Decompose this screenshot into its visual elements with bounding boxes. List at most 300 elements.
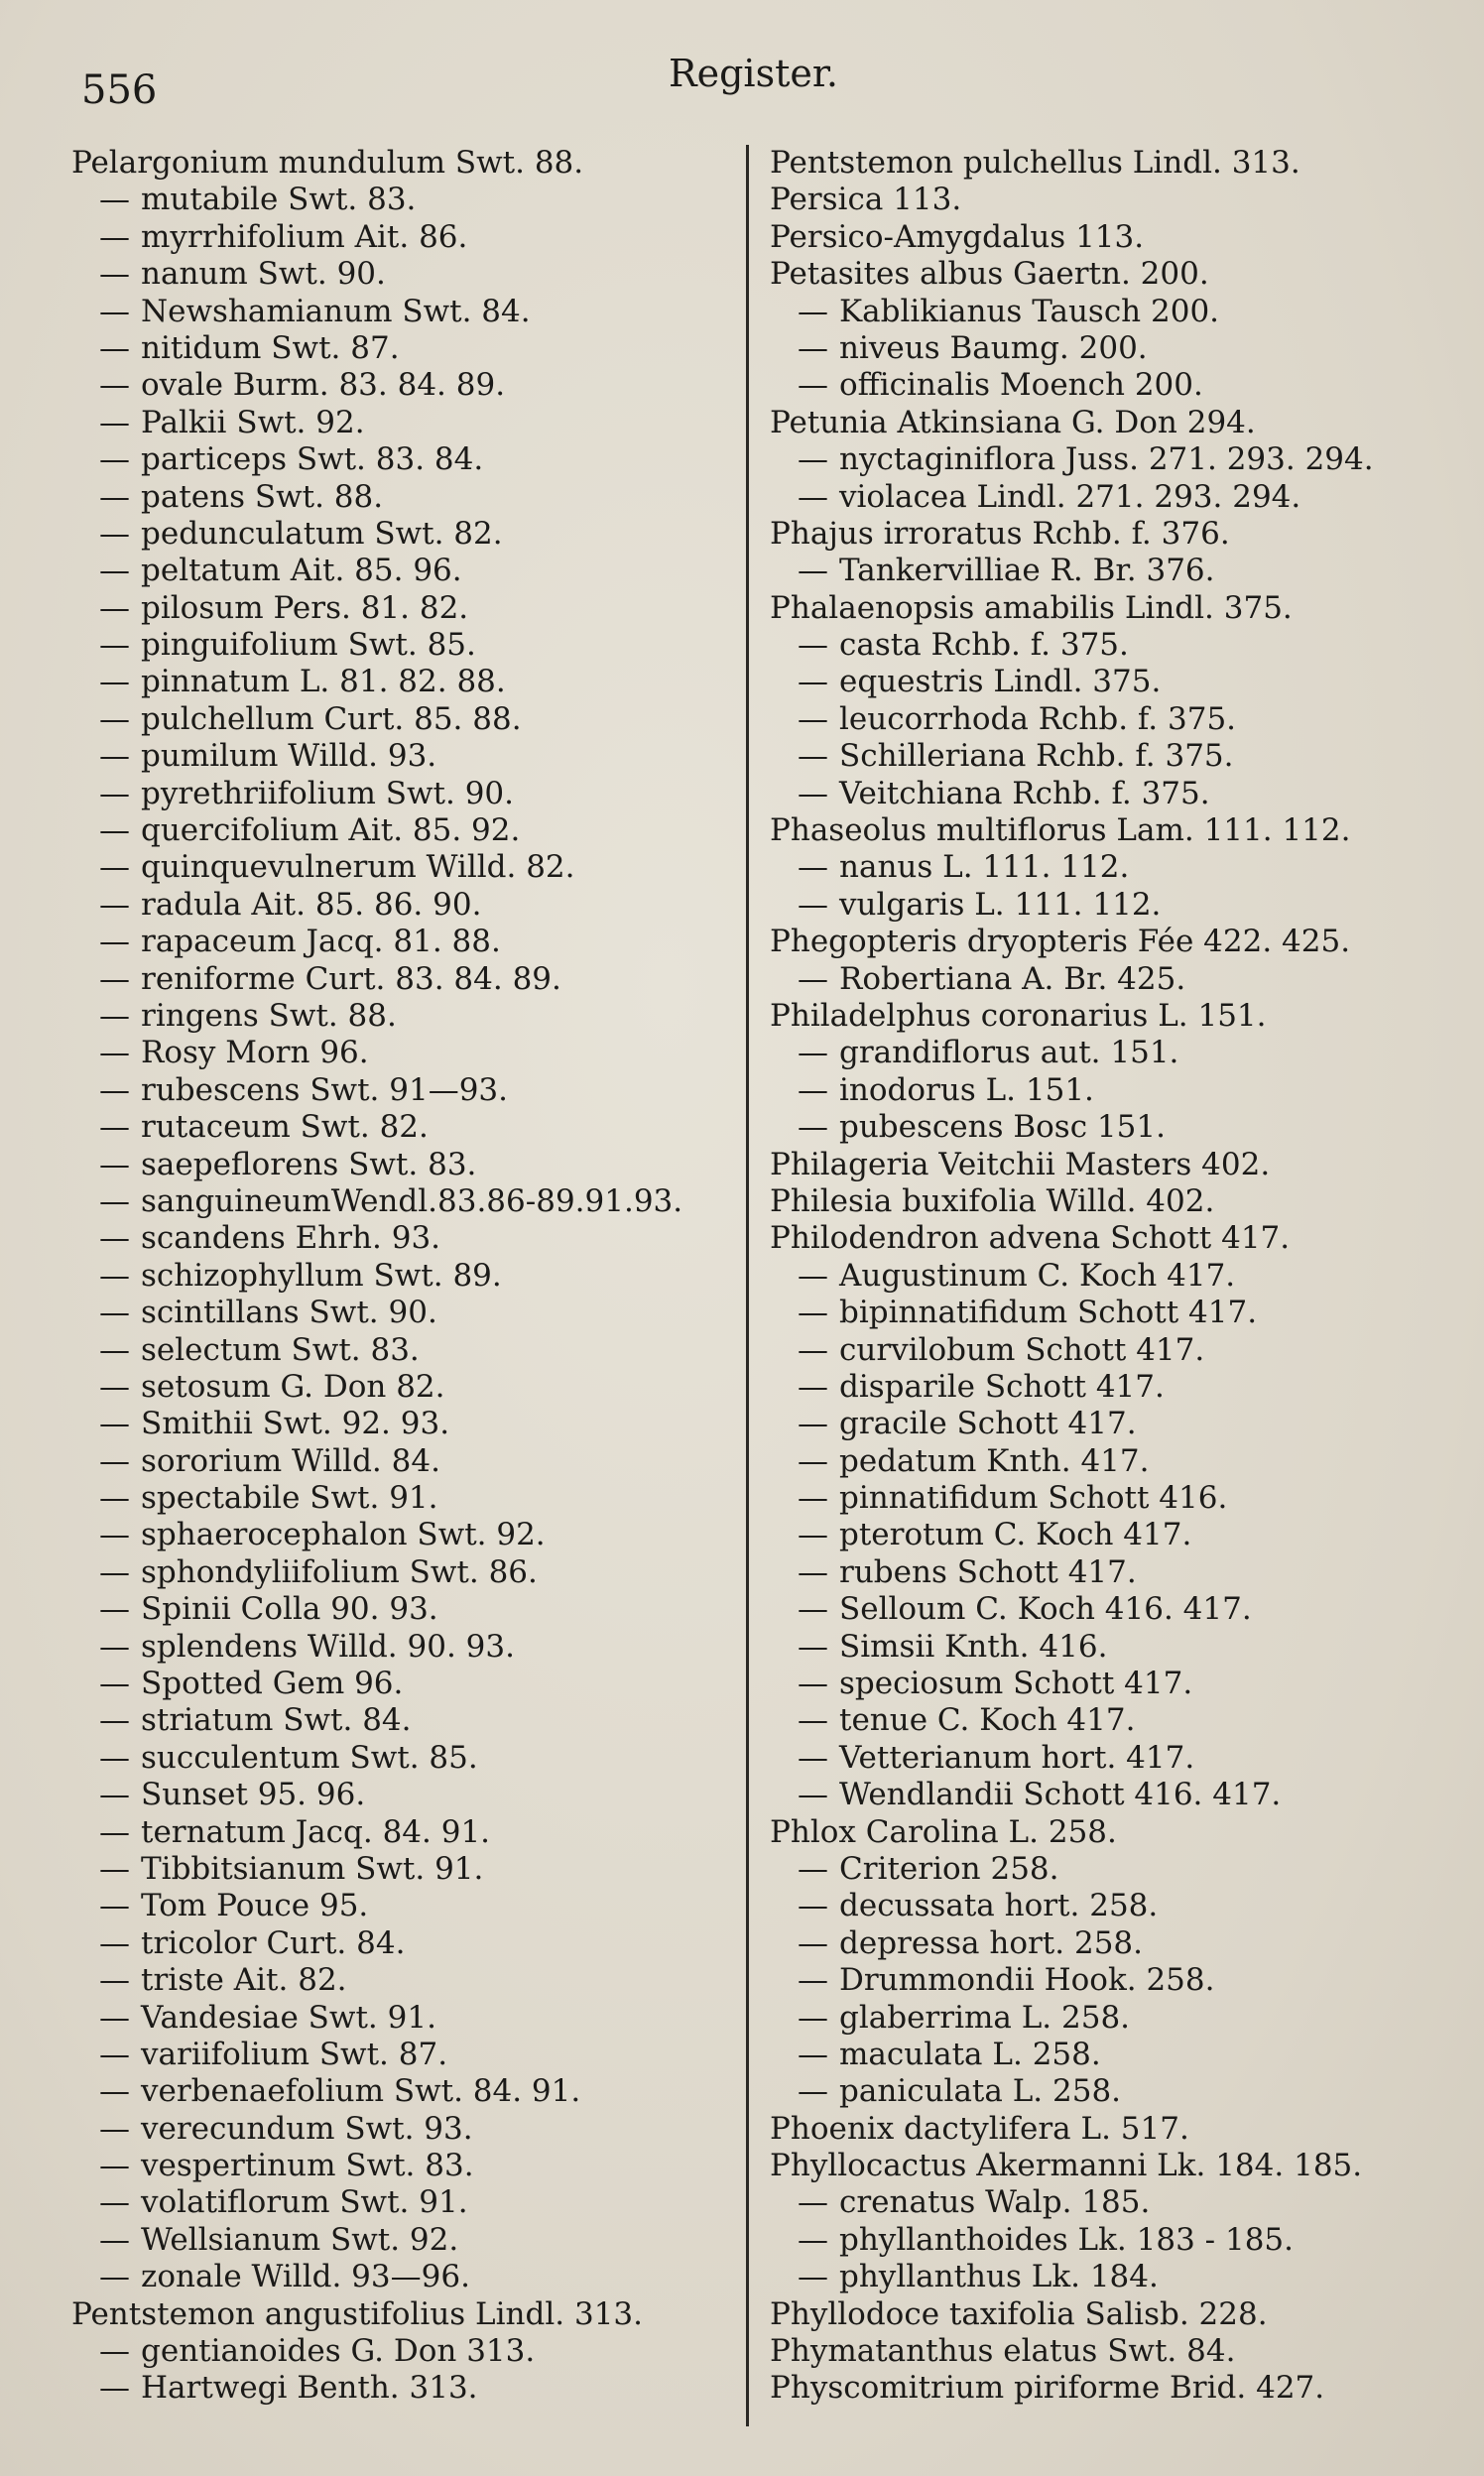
index-entry xyxy=(71,1777,746,1813)
entry-dash: — xyxy=(798,1553,828,1590)
entry-text: ringens Swt. 88. xyxy=(141,997,397,1034)
index-entry xyxy=(71,1147,746,1183)
entry-text: nitidum Swt. 87. xyxy=(141,329,400,366)
entry-text: schizophyllum Swt. 89. xyxy=(141,1257,502,1294)
index-entry xyxy=(71,998,746,1035)
entry-text: pinnatifidum Schott 416. xyxy=(839,1480,1228,1517)
entry-dash: — xyxy=(798,700,828,737)
entry-text: Phlox Carolina L. 258. xyxy=(770,1813,1117,1850)
entry-dash: — xyxy=(798,293,828,329)
entry-dash: — xyxy=(798,2221,828,2258)
entry-dash: — xyxy=(798,2259,828,2295)
entry-dash: — xyxy=(99,515,130,552)
entry-text: scandens Ehrh. 93. xyxy=(141,1220,441,1257)
index-entry xyxy=(71,1295,746,1331)
entry-dash: — xyxy=(99,1813,130,1850)
entry-dash: — xyxy=(798,1406,828,1442)
entry-text: sphaerocephalon Swt. 92. xyxy=(141,1517,546,1553)
entry-text: splendens Willd. 90. 93. xyxy=(141,1628,515,1665)
entry-dash: — xyxy=(99,700,130,737)
entry-dash: — xyxy=(99,2110,130,2147)
index-column-left xyxy=(71,145,746,2408)
entry-dash: — xyxy=(798,1295,828,1331)
index-entry xyxy=(770,2000,1444,2037)
entry-dash: — xyxy=(798,441,828,478)
index-entry xyxy=(770,256,1444,293)
index-entry xyxy=(770,1072,1444,1109)
index-entry xyxy=(71,627,746,664)
entry-text: triste Ait. 82. xyxy=(141,1962,347,1999)
entry-text: Simsii Knth. 416. xyxy=(839,1628,1108,1665)
entry-text: Rosy Morn 96. xyxy=(141,1035,369,1071)
entry-dash: — xyxy=(99,441,130,478)
index-entry xyxy=(71,2073,746,2110)
entry-text: spectabile Swt. 91. xyxy=(141,1480,438,1517)
entry-dash: — xyxy=(99,1406,130,1442)
entry-text: bipinnatifidum Schott 417. xyxy=(839,1295,1258,1331)
entry-dash: — xyxy=(798,1924,828,1961)
index-entry xyxy=(770,1369,1444,1406)
entry-text: Phyllocactus Akermanni Lk. 184. 185. xyxy=(770,2148,1363,2184)
entry-text: crenatus Walp. 185. xyxy=(839,2184,1151,2221)
entry-dash: — xyxy=(798,1442,828,1479)
entry-text: Schilleriana Rchb. f. 375. xyxy=(839,738,1234,775)
entry-dash: — xyxy=(798,1850,828,1887)
entry-text: pinguifolium Swt. 85. xyxy=(141,627,476,664)
index-entry xyxy=(71,1109,746,1146)
entry-dash: — xyxy=(99,924,130,960)
entry-dash: — xyxy=(798,1777,828,1813)
entry-text: Criterion 258. xyxy=(839,1850,1059,1887)
page-number: 556 xyxy=(81,67,158,113)
index-entry xyxy=(770,2111,1444,2148)
index-entry xyxy=(770,1147,1444,1183)
entry-text: Drummondii Hook. 258. xyxy=(839,1962,1215,1999)
index-entry xyxy=(770,1406,1444,1442)
index-entry xyxy=(71,812,746,849)
entry-text: peltatum Ait. 85. 96. xyxy=(141,553,462,589)
index-entry xyxy=(770,2037,1444,2073)
entry-dash: — xyxy=(99,1666,130,1702)
entry-text: myrrhifolium Ait. 86. xyxy=(141,218,468,255)
entry-text: phyllanthoides Lk. 183 - 185. xyxy=(839,2221,1295,2258)
entry-text: Persico-Amygdalus 113. xyxy=(770,218,1145,255)
entry-dash: — xyxy=(99,404,130,440)
entry-text: sphondyliifolium Swt. 86. xyxy=(141,1553,538,1590)
entry-dash: — xyxy=(99,886,130,923)
entry-dash: — xyxy=(99,2036,130,2072)
entry-text: nyctaginiflora Juss. 271. 293. 294. xyxy=(839,441,1374,478)
entry-dash: — xyxy=(99,1517,130,1553)
entry-text: Augustinum C. Koch 417. xyxy=(839,1257,1236,1294)
entry-text: Philageria Veitchii Masters 402. xyxy=(770,1146,1271,1182)
index-entry xyxy=(71,776,746,812)
index-entry xyxy=(770,1109,1444,1146)
index-entry xyxy=(71,1183,746,1220)
entry-text: Palkii Swt. 92. xyxy=(141,404,365,440)
index-entry xyxy=(770,1554,1444,1591)
index-entry xyxy=(770,1035,1444,1071)
entry-text: gentianoides G. Don 313. xyxy=(141,2333,536,2370)
entry-dash: — xyxy=(99,218,130,255)
entry-text: gracile Schott 417. xyxy=(839,1406,1137,1442)
index-entry xyxy=(770,405,1444,441)
index-entry xyxy=(770,701,1444,738)
index-entry xyxy=(71,479,746,516)
entry-text: decussata hort. 258. xyxy=(839,1888,1159,1924)
entry-dash: — xyxy=(99,2073,130,2110)
entry-text: Pentstemon angustifolius Lindl. 313. xyxy=(71,2295,644,2332)
entry-dash: — xyxy=(99,1924,130,1961)
entry-dash: — xyxy=(798,849,828,886)
index-entry xyxy=(770,2370,1444,2407)
entry-text: ovale Burm. 83. 84. 89. xyxy=(141,367,506,404)
index-entry xyxy=(770,1220,1444,1257)
entry-dash: — xyxy=(99,1035,130,1071)
index-entry xyxy=(770,516,1444,553)
entry-text: glaberrima L. 258. xyxy=(839,1999,1131,2036)
entry-text: Wellsianum Swt. 92. xyxy=(141,2221,459,2258)
index-entry xyxy=(71,1480,746,1517)
entry-text: Petunia Atkinsiana G. Don 294. xyxy=(770,404,1256,440)
index-entry xyxy=(770,1702,1444,1739)
index-entry xyxy=(770,887,1444,924)
entry-text: Spinii Colla 90. 93. xyxy=(141,1591,438,1628)
entry-dash: — xyxy=(99,1777,130,1813)
entry-dash: — xyxy=(99,812,130,849)
index-entry xyxy=(770,219,1444,256)
entry-dash: — xyxy=(99,2221,130,2258)
index-entry xyxy=(71,1740,746,1777)
entry-dash: — xyxy=(798,2073,828,2110)
entry-dash: — xyxy=(99,329,130,366)
entry-dash: — xyxy=(99,2184,130,2221)
entry-text: Phymatanthus elatus Swt. 84. xyxy=(770,2333,1236,2370)
index-entry xyxy=(71,1851,746,1888)
entry-text: verecundum Swt. 93. xyxy=(141,2110,473,2147)
entry-text: phyllanthus Lk. 184. xyxy=(839,2259,1159,2295)
index-column-right xyxy=(770,145,1444,2408)
entry-dash: — xyxy=(99,1295,130,1331)
index-entry xyxy=(71,887,746,924)
index-entry xyxy=(71,1666,746,1702)
entry-text: Sunset 95. 96. xyxy=(141,1777,366,1813)
entry-text: inodorus L. 151. xyxy=(839,1071,1094,1108)
entry-text: disparile Schott 417. xyxy=(839,1368,1165,1405)
entry-dash: — xyxy=(798,1739,828,1776)
index-entry xyxy=(71,1443,746,1480)
entry-dash: — xyxy=(798,1591,828,1628)
index-entry xyxy=(770,738,1444,775)
entry-dash: — xyxy=(99,1888,130,1924)
entry-text: vespertinum Swt. 83. xyxy=(141,2148,474,2184)
entry-dash: — xyxy=(99,1591,130,1628)
entry-dash: — xyxy=(99,1182,130,1219)
running-head: Register. xyxy=(669,52,838,95)
entry-dash: — xyxy=(99,1109,130,1146)
entry-dash: — xyxy=(798,1035,828,1071)
entry-text: pulchellum Curt. 85. 88. xyxy=(141,700,522,737)
index-entry xyxy=(770,2296,1444,2333)
entry-text: pedatum Knth. 417. xyxy=(839,1442,1150,1479)
index-entry xyxy=(770,367,1444,404)
entry-text: rubens Schott 417. xyxy=(839,1553,1137,1590)
index-entry xyxy=(71,441,746,478)
index-entry xyxy=(71,1406,746,1442)
entry-dash: — xyxy=(798,367,828,404)
index-entry xyxy=(770,961,1444,998)
entry-text: Veitchiana Rchb. f. 375. xyxy=(839,775,1210,811)
entry-dash: — xyxy=(798,1368,828,1405)
entry-text: Vandesiae Swt. 91. xyxy=(141,1999,436,2036)
entry-text: sanguineumWendl.83.86-89.91.93. xyxy=(141,1182,683,1219)
index-entry xyxy=(770,1332,1444,1369)
entry-dash: — xyxy=(798,1962,828,1999)
index-entry xyxy=(71,2222,746,2259)
index-entry xyxy=(770,924,1444,960)
entry-dash: — xyxy=(798,664,828,700)
entry-dash: — xyxy=(99,2370,130,2407)
entry-text: mutabile Swt. 83. xyxy=(141,182,417,218)
entry-dash: — xyxy=(99,664,130,700)
entry-dash: — xyxy=(798,478,828,515)
entry-text: zonale Willd. 93—96. xyxy=(141,2259,470,2295)
entry-dash: — xyxy=(99,589,130,626)
index-entry xyxy=(770,812,1444,849)
index-entry xyxy=(71,330,746,367)
entry-dash: — xyxy=(99,2259,130,2295)
index-entry xyxy=(71,2111,746,2148)
index-entry xyxy=(770,776,1444,812)
entry-text: saepeflorens Swt. 83. xyxy=(141,1146,477,1182)
entry-dash: — xyxy=(99,1220,130,1257)
entry-text: Selloum C. Koch 416. 417. xyxy=(839,1591,1252,1628)
entry-text: officinalis Moench 200. xyxy=(839,367,1203,404)
entry-dash: — xyxy=(99,1702,130,1739)
entry-text: Phalaenopsis amabilis Lindl. 375. xyxy=(770,589,1293,626)
entry-text: Wendlandii Schott 416. 417. xyxy=(839,1777,1282,1813)
index-entry xyxy=(71,553,746,589)
index-entry xyxy=(770,479,1444,516)
index-entry xyxy=(71,701,746,738)
entry-text: Pelargonium mundulum Swt. 88. xyxy=(71,145,584,181)
entry-dash: — xyxy=(798,1999,828,2036)
entry-dash: — xyxy=(99,775,130,811)
entry-text: Hartwegi Benth. 313. xyxy=(141,2370,478,2407)
entry-dash: — xyxy=(99,1999,130,2036)
entry-dash: — xyxy=(798,1480,828,1517)
entry-dash: — xyxy=(99,1368,130,1405)
entry-dash: — xyxy=(798,2036,828,2072)
index-entry xyxy=(770,1517,1444,1553)
entry-dash: — xyxy=(798,960,828,997)
entry-text: grandiflorus aut. 151. xyxy=(839,1035,1179,1071)
entry-text: pilosum Pers. 81. 82. xyxy=(141,589,469,626)
entry-text: Spotted Gem 96. xyxy=(141,1666,404,1702)
index-entry xyxy=(770,998,1444,1035)
index-entry xyxy=(71,2333,746,2370)
entry-text: curvilobum Schott 417. xyxy=(839,1331,1205,1368)
entry-dash: — xyxy=(99,627,130,664)
index-entry xyxy=(71,2000,746,2037)
entry-text: Physcomitrium piriforme Brid. 427. xyxy=(770,2370,1325,2407)
entry-dash: — xyxy=(99,960,130,997)
index-entry xyxy=(71,1220,746,1257)
entry-text: depressa hort. 258. xyxy=(839,1924,1143,1961)
entry-dash: — xyxy=(99,849,130,886)
entry-text: sororium Willd. 84. xyxy=(141,1442,440,1479)
entry-dash: — xyxy=(99,1442,130,1479)
index-entry xyxy=(770,1295,1444,1331)
entry-dash: — xyxy=(99,2333,130,2370)
entry-text: Kablikianus Tausch 200. xyxy=(839,293,1220,329)
entry-text: ternatum Jacq. 84. 91. xyxy=(141,1813,491,1850)
index-entry xyxy=(770,1814,1444,1851)
entry-dash: — xyxy=(798,1071,828,1108)
index-entry xyxy=(770,664,1444,700)
entry-text: Philadelphus coronarius L. 151. xyxy=(770,997,1267,1034)
entry-text: Robertiana A. Br. 425. xyxy=(839,960,1186,997)
entry-dash: — xyxy=(798,738,828,775)
entry-text: Philesia buxifolia Willd. 402. xyxy=(770,1182,1215,1219)
entry-text: nanum Swt. 90. xyxy=(141,256,386,293)
index-entry xyxy=(770,1925,1444,1962)
entry-dash: — xyxy=(99,2148,130,2184)
entry-text: striatum Swt. 84. xyxy=(141,1702,412,1739)
index-entry xyxy=(71,256,746,293)
entry-dash: — xyxy=(99,367,130,404)
entry-text: nanus L. 111. 112. xyxy=(839,849,1130,886)
entry-dash: — xyxy=(798,775,828,811)
entry-dash: — xyxy=(99,997,130,1034)
index-entry xyxy=(770,2184,1444,2221)
entry-text: Petasites albus Gaertn. 200. xyxy=(770,256,1209,293)
entry-text: succulentum Swt. 85. xyxy=(141,1739,478,1776)
index-entry xyxy=(770,1851,1444,1888)
index-entry xyxy=(770,2333,1444,2370)
entry-text: rutaceum Swt. 82. xyxy=(141,1109,429,1146)
entry-text: volatiflorum Swt. 91. xyxy=(141,2184,468,2221)
entry-text: maculata L. 258. xyxy=(839,2036,1101,2072)
entry-text: Phegopteris dryopteris Fée 422. 425. xyxy=(770,924,1351,960)
index-entry xyxy=(71,1369,746,1406)
entry-dash: — xyxy=(798,1628,828,1665)
entry-text: pumilum Willd. 93. xyxy=(141,738,437,775)
index-entry xyxy=(770,553,1444,589)
entry-dash: — xyxy=(99,1850,130,1887)
entry-text: reniforme Curt. 83. 84. 89. xyxy=(141,960,561,997)
entry-text: scintillans Swt. 90. xyxy=(141,1295,437,1331)
entry-text: pyrethriifolium Swt. 90. xyxy=(141,775,515,811)
entry-text: pinnatum L. 81. 82. 88. xyxy=(141,664,506,700)
entry-dash: — xyxy=(99,553,130,589)
entry-text: Phyllodoce taxifolia Salisb. 228. xyxy=(770,2295,1268,2332)
entry-text: leucorrhoda Rchb. f. 375. xyxy=(839,700,1237,737)
index-entry xyxy=(770,441,1444,478)
index-entry xyxy=(770,294,1444,330)
entry-dash: — xyxy=(99,293,130,329)
index-entry xyxy=(770,1777,1444,1813)
entry-text: Tibbitsianum Swt. 91. xyxy=(141,1850,484,1887)
entry-text: setosum G. Don 82. xyxy=(141,1368,445,1405)
index-entry xyxy=(770,145,1444,182)
entry-dash: — xyxy=(99,1071,130,1108)
index-entry xyxy=(770,1740,1444,1777)
entry-text: Pentstemon pulchellus Lindl. 313. xyxy=(770,145,1300,181)
entry-text: radula Ait. 85. 86. 90. xyxy=(141,886,482,923)
index-entry xyxy=(71,2037,746,2073)
entry-text: Phaseolus multiflorus Lam. 111. 112. xyxy=(770,812,1351,849)
index-entry xyxy=(71,1035,746,1071)
index-entry xyxy=(770,849,1444,886)
entry-dash: — xyxy=(99,1739,130,1776)
index-entry xyxy=(770,1591,1444,1628)
entry-text: Tom Pouce 95. xyxy=(141,1888,369,1924)
entry-dash: — xyxy=(798,1517,828,1553)
entry-text: quinquevulnerum Willd. 82. xyxy=(141,849,575,886)
entry-text: rubescens Swt. 91—93. xyxy=(141,1071,509,1108)
index-entry xyxy=(770,182,1444,218)
index-entry xyxy=(71,1888,746,1924)
entry-dash: — xyxy=(99,256,130,293)
index-entry xyxy=(71,664,746,700)
index-entry xyxy=(71,2184,746,2221)
index-entry xyxy=(770,1183,1444,1220)
entry-dash: — xyxy=(798,1257,828,1294)
index-entry xyxy=(770,1480,1444,1517)
index-entry xyxy=(71,2259,746,2295)
entry-text: verbenaefolium Swt. 84. 91. xyxy=(141,2073,581,2110)
entry-text: Newshamianum Swt. 84. xyxy=(141,293,531,329)
column-divider xyxy=(746,145,749,2426)
entry-text: particeps Swt. 83. 84. xyxy=(141,441,484,478)
entry-dash: — xyxy=(798,553,828,589)
index-entry xyxy=(71,182,746,218)
index-entry xyxy=(770,2222,1444,2259)
entry-dash: — xyxy=(99,1257,130,1294)
entry-text: pubescens Bosc 151. xyxy=(839,1109,1166,1146)
entry-text: speciosum Schott 417. xyxy=(839,1666,1193,1702)
index-entry xyxy=(71,145,746,182)
index-entry xyxy=(770,330,1444,367)
entry-dash: — xyxy=(99,1146,130,1182)
entry-dash: — xyxy=(99,1553,130,1590)
index-entry xyxy=(71,1591,746,1628)
entry-dash: — xyxy=(798,1888,828,1924)
index-entry xyxy=(71,1072,746,1109)
entry-text: paniculata L. 258. xyxy=(839,2073,1122,2110)
entry-text: Philodendron advena Schott 417. xyxy=(770,1220,1291,1257)
index-entry xyxy=(71,516,746,553)
entry-dash: — xyxy=(99,1331,130,1368)
index-entry xyxy=(71,367,746,404)
index-entry xyxy=(71,1702,746,1739)
entry-text: vulgaris L. 111. 112. xyxy=(839,886,1162,923)
index-entry xyxy=(71,294,746,330)
entry-text: pedunculatum Swt. 82. xyxy=(141,515,503,552)
entry-dash: — xyxy=(99,738,130,775)
entry-dash: — xyxy=(99,1628,130,1665)
index-entry xyxy=(770,1666,1444,1702)
index-entry xyxy=(71,849,746,886)
index-entry xyxy=(770,627,1444,664)
entry-text: violacea Lindl. 271. 293. 294. xyxy=(839,478,1301,515)
entry-text: Vetterianum hort. 417. xyxy=(839,1739,1195,1776)
index-entry xyxy=(71,219,746,256)
entry-text: variifolium Swt. 87. xyxy=(141,2036,448,2072)
entry-text: Tankervilliae R. Br. 376. xyxy=(839,553,1215,589)
index-entry xyxy=(71,405,746,441)
